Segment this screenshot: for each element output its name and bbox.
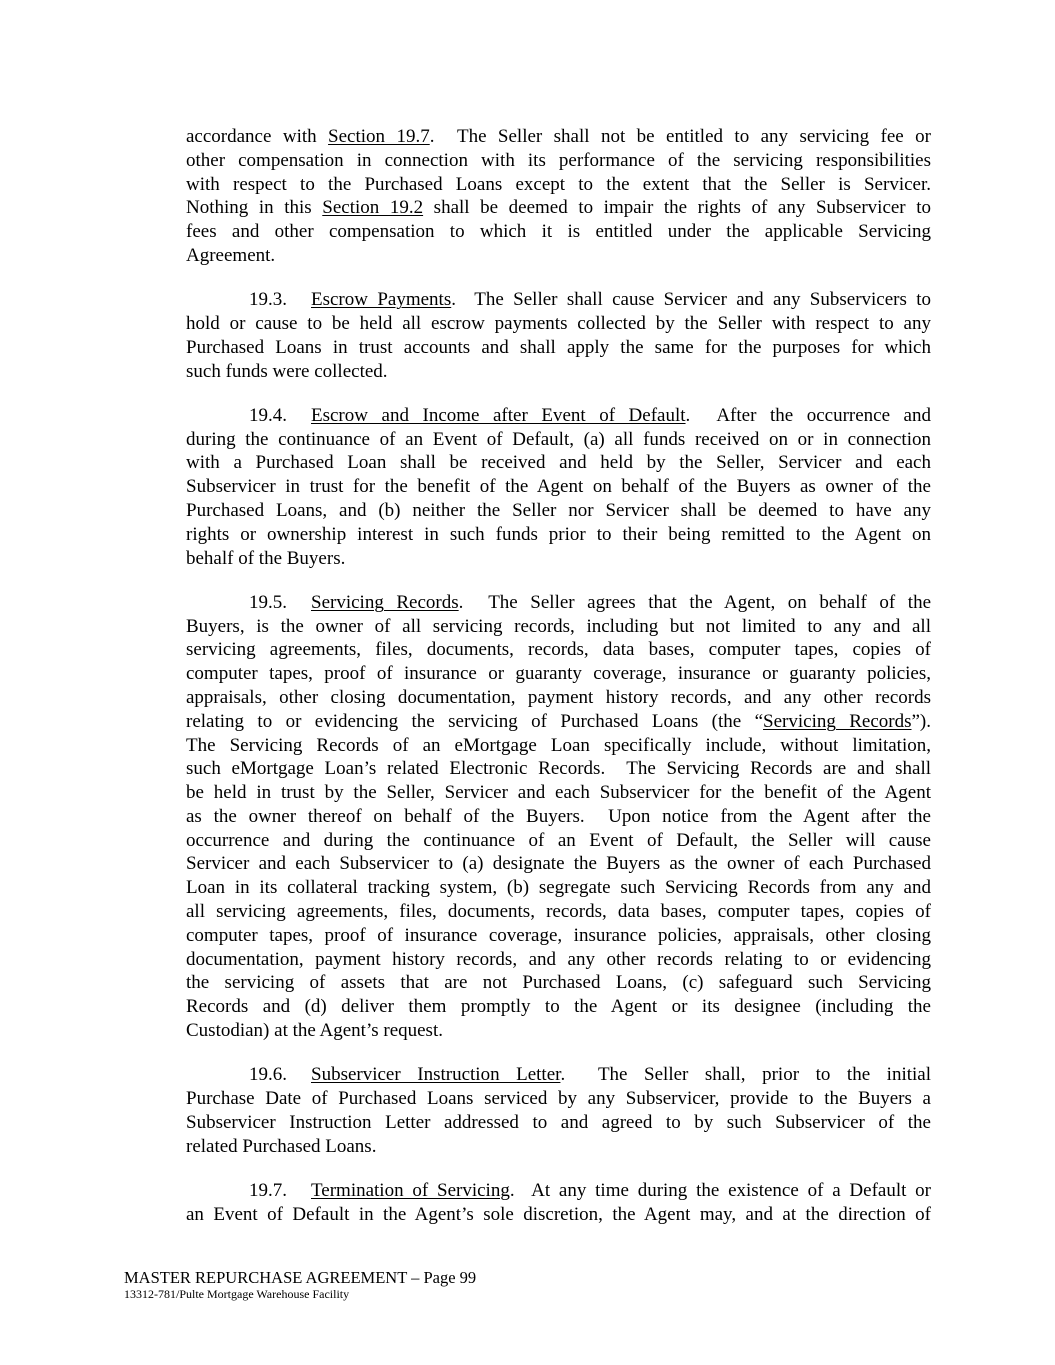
underlined-heading: Section 19.7 (328, 126, 430, 147)
paragraph-continued (186, 125, 931, 268)
text-run: Servicer and each Subservicer to (a) designate the Buyers as the owner of each Purchased (186, 853, 931, 875)
text-run: related Purchased Loans. (186, 1135, 377, 1157)
text-run: such eMortgage Loan’s related Electronic Records. The Servicing Records are and shall (186, 758, 931, 780)
text-line (186, 336, 931, 360)
text-line (186, 523, 931, 547)
text-line (186, 125, 931, 149)
text-line (186, 852, 931, 876)
text-run: rights or ownership interest in such funds prior to their being remitted to the Agent on (186, 523, 931, 545)
text-run: as the owner thereof on behalf of the Buyers. Upon notice from the Agent after the (186, 805, 931, 827)
text-run: Nothing in this (186, 197, 323, 219)
text-run: be held in trust by the Seller, Servicer and each Subservicer for the benefit of the Agent (186, 782, 931, 804)
section-number: 19.3. (249, 289, 287, 311)
text-line (186, 757, 931, 781)
footer-doc-id: 13312-781/Pulte Mortgage Warehouse Facility (124, 1287, 350, 1301)
text-run: Records and (d) deliver them promptly to the Agent or its designee (including the (186, 996, 931, 1018)
text-line (186, 971, 931, 995)
text-line (186, 1179, 931, 1203)
section-number: 19.4. (249, 404, 287, 426)
text-run: Subservicer in trust for the benefit of the Agent on behalf of the Buyers as owner of the (186, 476, 931, 498)
text-run: Purchased Loans in trust accounts and shall apply the same for the purposes for which (186, 336, 931, 358)
text-run: with a Purchased Loan shall be received and held by the Seller, Servicer and each (186, 452, 931, 474)
section-number: 19.5. (249, 591, 287, 613)
text-line (186, 475, 931, 499)
text-line (186, 428, 931, 452)
text-line (186, 196, 931, 220)
text-run: Subservicer Instruction Letter addressed to and agreed to by such Subservicer of the (186, 1111, 931, 1133)
text-line (186, 244, 931, 268)
section-number: 19.7. (249, 1179, 287, 1201)
text-line (186, 615, 931, 639)
text-line (186, 451, 931, 475)
text-run: accordance with (186, 126, 329, 147)
text-line (186, 1203, 931, 1227)
text-line (186, 1087, 931, 1111)
underlined-heading: Section 19.2 (322, 197, 424, 219)
footer-title: MASTER REPURCHASE AGREEMENT – Page 99 (124, 1268, 477, 1287)
text-run: . After the occurrence and (685, 404, 931, 426)
text-run: all servicing agreements, files, documents, records, data bases, computer tapes, copies of (186, 901, 931, 923)
text-line (186, 686, 931, 710)
text-line (186, 710, 931, 734)
text-run: computer tapes, proof of insurance or guaranty coverage, insurance or guaranty policies, (186, 663, 931, 685)
text-line (186, 662, 931, 686)
text-run: Buyers, is the owner of all servicing records, including but not limited to any and all (186, 615, 931, 637)
text-line (186, 547, 931, 571)
text-run: during the continuance of an Event of Default, (a) all funds received on or in connection (186, 428, 931, 450)
text-run: . The Seller shall not be entitled to any servicing fee or (429, 126, 931, 147)
text-line (186, 876, 931, 900)
text-run: computer tapes, proof of insurance coverage, insurance policies, appraisals, other closing (186, 924, 931, 946)
text-line (186, 805, 931, 829)
text-run: . The Seller shall cause Servicer and any Subservicers to (451, 289, 932, 311)
text-run: . At any time during the existence of a Default or (509, 1179, 932, 1201)
text-line (186, 1063, 931, 1087)
text-line (186, 288, 931, 312)
underlined-heading: Escrow and Income after Event of Default (311, 404, 686, 426)
text-run: with respect to the Purchased Loans except to the extent that the Seller is Servicer. (186, 173, 931, 195)
text-run: Loan in its collateral tracking system, (b) segregate such Servicing Records from any and (186, 877, 931, 899)
text-run: shall be deemed to impair the rights of any Subservicer to (423, 197, 931, 219)
text-line (186, 149, 931, 173)
text-line (186, 1135, 931, 1159)
text-line (186, 499, 931, 523)
text-run: documentation, payment history records, and any other records relating to or evidencing (186, 948, 931, 970)
text-run: other compensation in connection with its performance of the servicing responsibilities (186, 149, 931, 171)
text-line (186, 312, 931, 336)
text-line (186, 734, 931, 758)
section-19-3 (186, 288, 931, 383)
text-run: Agreement. (186, 244, 276, 266)
text-line (186, 638, 931, 662)
text-run: the servicing of assets that are not Purchased Loans, (c) safeguard such Servicing (186, 972, 931, 994)
underlined-heading: Termination of Servicing (311, 1179, 510, 1201)
section-number: 19.6. (249, 1064, 287, 1086)
text-line (186, 924, 931, 948)
text-line (186, 360, 931, 384)
text-run: appraisals, other closing documentation, payment history records, and any other records (186, 686, 931, 708)
section-19-4 (186, 404, 931, 571)
text-run: relating to or evidencing the servicing of Purchased Loans (the “ (186, 710, 764, 732)
text-line (186, 1111, 931, 1135)
underlined-heading: Servicing Records (763, 710, 912, 732)
page-footer (124, 1268, 476, 1302)
text-run: Purchase Date of Purchased Loans serviced by any Subservicer, provide to the Buyers a (186, 1088, 931, 1110)
text-run: The Servicing Records of an eMortgage Loan specifically include, without limitation, (186, 734, 931, 756)
text-line (186, 220, 931, 244)
text-line (186, 404, 931, 428)
underlined-heading: Subservicer Instruction Letter (311, 1064, 561, 1086)
text-line (186, 591, 931, 615)
text-run: . The Seller agrees that the Agent, on behalf of the (458, 591, 932, 613)
text-run: behalf of the Buyers. (186, 547, 346, 569)
section-19-7 (186, 1179, 931, 1227)
text-run: such funds were collected. (186, 360, 388, 382)
text-run: an Event of Default in the Agent’s sole discretion, the Agent may, and at the direction of (186, 1203, 931, 1225)
text-line (186, 781, 931, 805)
document-body (186, 125, 931, 1247)
section-19-6 (186, 1063, 931, 1158)
text-run: Purchased Loans, and (b) neither the Seller nor Servicer shall be deemed to have any (186, 499, 931, 521)
text-line (186, 995, 931, 1019)
text-line (186, 829, 931, 853)
text-line (186, 1019, 931, 1043)
text-line (186, 900, 931, 924)
text-run: occurrence and during the continuance of an Event of Default, the Seller will cause (186, 829, 931, 851)
underlined-heading: Escrow Payments (311, 289, 452, 311)
text-run: hold or cause to be held all escrow payments collected by the Seller with respect to any (186, 312, 931, 334)
text-run: . The Seller shall, prior to the initial (560, 1064, 931, 1086)
text-run: servicing agreements, files, documents, records, data bases, computer tapes, copies of (186, 639, 931, 661)
text-run: fees and other compensation to which it is entitled under the applicable Servicing (186, 221, 931, 243)
section-19-5 (186, 591, 931, 1043)
text-run: ”). (911, 710, 932, 732)
underlined-heading: Servicing Records (311, 591, 459, 613)
text-line (186, 173, 931, 197)
text-run: Custodian) at the Agent’s request. (186, 1020, 443, 1042)
text-line (186, 948, 931, 972)
